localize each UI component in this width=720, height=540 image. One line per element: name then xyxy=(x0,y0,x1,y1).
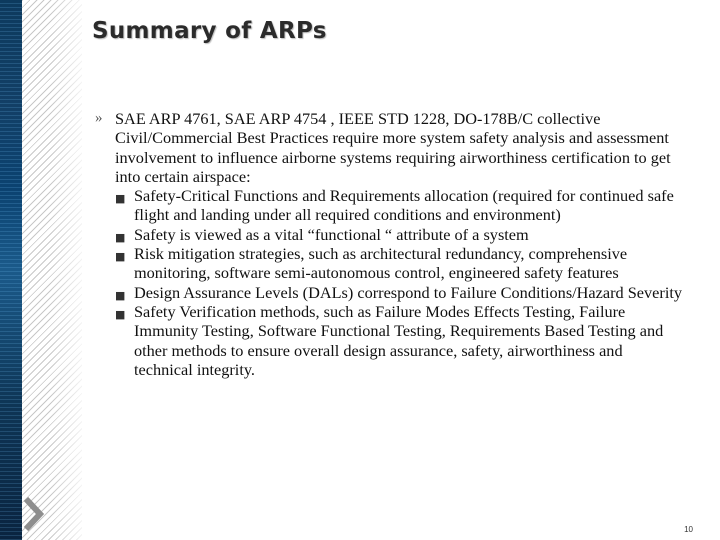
main-bullet-text: SAE ARP 4761, SAE ARP 4754 , IEEE STD 1228, DO-178B/C collective Civil/Commercial Best Practices require more system safety analysis and assessment involvement to influence airborne systems requiring airworthiness certification to get into certain airspace: xyxy=(115,109,671,186)
page-number: 10 xyxy=(684,525,693,534)
sub-bullet xyxy=(95,225,685,244)
sub-bullet xyxy=(95,302,685,379)
main-bullet xyxy=(95,109,685,186)
decorative-side-band xyxy=(0,0,22,540)
bullet-square-icon: ■ xyxy=(115,250,126,264)
sub-bullet-text: Safety Verification methods, such as Failure Modes Effects Testing, Failure Immunity Testing, Software Functional Testing, Requirements Based Testing and other methods to ensure overall design assurance, safety, airworthiness and technical integrity. xyxy=(134,301,664,379)
bullet-square-icon: ■ xyxy=(115,307,126,321)
sub-bullet xyxy=(95,186,685,225)
bullet-square-icon: ■ xyxy=(115,288,126,302)
bullet-square-icon: ■ xyxy=(115,192,126,206)
sub-bullet xyxy=(95,283,685,302)
sub-bullet-text: Safety is viewed as a vital “functional “ attribute of a system xyxy=(134,224,529,244)
hatch-fade xyxy=(50,0,90,540)
sub-bullet-text: Safety-Critical Functions and Requirements allocation (required for continued safe flight and landing under all required conditions and environment) xyxy=(134,186,674,225)
double-chevron-icon: » xyxy=(95,110,103,126)
slide-content xyxy=(95,109,685,379)
sub-bullet xyxy=(95,244,685,283)
bullet-square-icon: ■ xyxy=(115,230,126,244)
sub-bullet-text: Design Assurance Levels (DALs) correspond to Failure Conditions/Hazard Severity xyxy=(134,282,683,302)
chevron-right-icon[interactable] xyxy=(23,497,45,531)
sub-bullet-text: Risk mitigation strategies, such as architectural redundancy, comprehensive monitoring, software semi-autonomous control, engineered safety features xyxy=(134,244,628,283)
slide-title: Summary of ARPs xyxy=(92,18,327,44)
